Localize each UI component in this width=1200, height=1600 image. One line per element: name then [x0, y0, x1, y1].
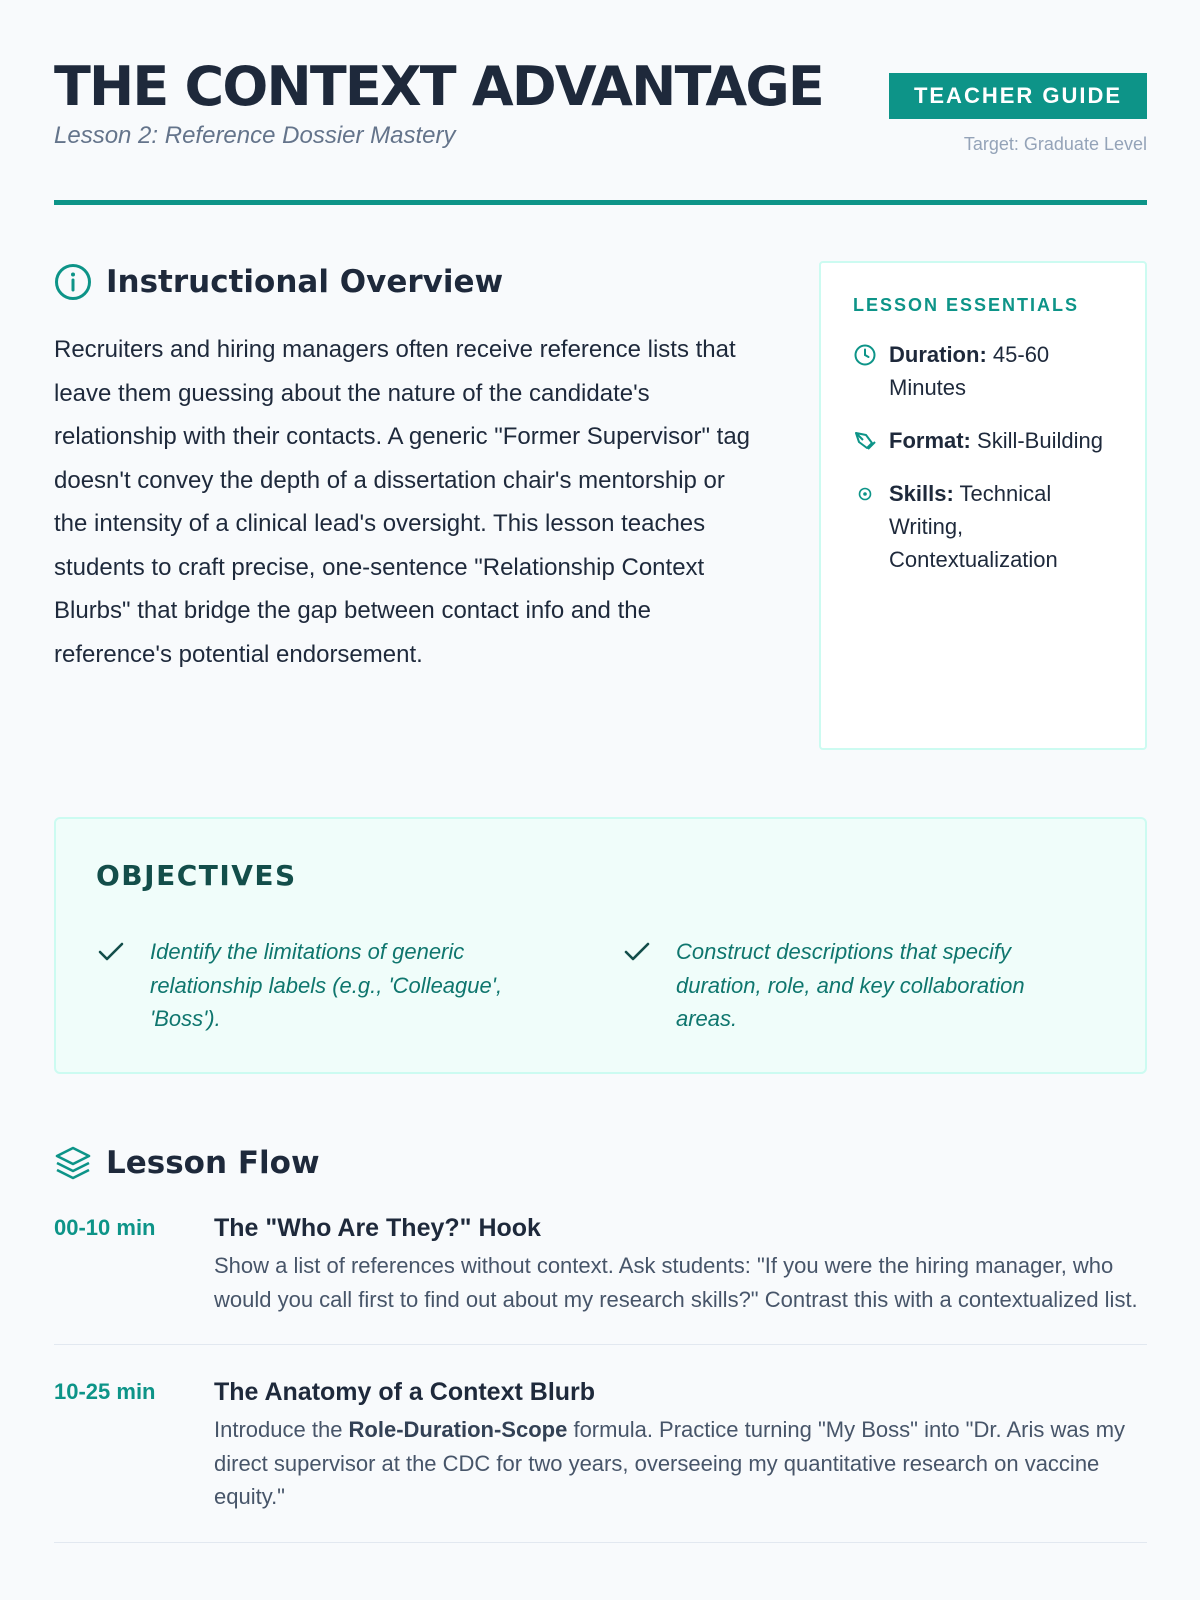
flow-time: 00-10 min — [54, 1215, 156, 1240]
flow-title: The Anatomy of a Context Blurb — [214, 1378, 596, 1406]
page — [54, 0, 1147, 1600]
page-subtitle: Lesson 2: Reference Dossier Mastery — [54, 122, 456, 149]
lesson-flow-section — [54, 1141, 1147, 1573]
teacher-guide-badge: TEACHER GUIDE — [889, 73, 1147, 119]
target-level: Target: Graduate Level — [963, 134, 1147, 154]
lesson-flow-list — [54, 1211, 1147, 1543]
layers-icon — [54, 1144, 92, 1182]
flow-title: The "Who Are They?" Hook — [214, 1214, 541, 1242]
flow-description: Introduce the Role-Duration-Scope formula. Practice turning "My Boss" into "Dr. Aris was my direct supervisor at the CDC for two years, overseeing my quantitative research on vaccine equity." — [214, 1417, 1126, 1509]
flow-row — [54, 1211, 1147, 1345]
page-title: THE CONTEXT ADVANTAGE — [54, 55, 824, 118]
essential-skills — [853, 477, 1113, 576]
essential-duration — [853, 338, 1113, 404]
formula-name: Role-Duration-Scope — [348, 1417, 568, 1442]
instructional-overview-section — [54, 260, 759, 676]
checkmark-icon — [96, 935, 126, 969]
flow-row — [54, 1375, 1147, 1543]
objectives-title: OBJECTIVES — [96, 859, 297, 892]
essential-duration-text: Duration: 45-60 Minutes — [889, 342, 1050, 400]
clock-icon — [853, 338, 877, 371]
skills-icon — [853, 477, 877, 510]
lesson-flow-title: Lesson Flow — [106, 1145, 320, 1181]
overview-body: Recruiters and hiring managers often receive reference lists that leave them guessing about the nature of the candidate's relationship with their contacts. A generic "Former Supervisor" tag doesn't convey the depth of a dissertation chair's mentorship or the intensity of a clinical lead's oversight. This lesson teaches students to craft precise, one-sentence "Relationship Context Blurbs" that bridge the gap between contact info and the reference's potential endorsement. — [54, 336, 751, 668]
objectives-panel — [54, 817, 1147, 1074]
overview-heading — [54, 260, 759, 304]
essential-format — [853, 424, 1113, 457]
objective-item — [622, 935, 1062, 1036]
objective-text: Construct descriptions that specify duration, role, and key collaboration areas. — [676, 939, 1025, 1031]
essential-format-text: Format: Skill-Building — [889, 428, 1103, 453]
lesson-essentials-card — [819, 261, 1147, 750]
essential-skills-text: Skills: Technical Writing, Contextualization — [889, 481, 1058, 572]
lesson-flow-heading — [54, 1141, 1147, 1185]
pen-icon — [853, 424, 877, 457]
flow-content — [214, 1211, 1147, 1316]
objective-item — [96, 935, 536, 1036]
header-divider — [54, 200, 1147, 205]
essentials-title: LESSON ESSENTIALS — [853, 295, 1080, 315]
overview-title: Instructional Overview — [106, 264, 504, 300]
checkmark-icon — [622, 935, 652, 969]
flow-content — [214, 1375, 1147, 1514]
info-circle-icon — [54, 263, 92, 301]
header — [54, 52, 1147, 212]
essentials-list — [853, 338, 1113, 576]
flow-time: 10-25 min — [54, 1379, 156, 1404]
objective-text: Identify the limitations of generic relationship labels (e.g., 'Colleague', 'Boss'). — [150, 939, 503, 1031]
flow-description: Show a list of references without context. Ask students: "If you were the hiring manager, who would you call first to find out about my research skills?" Contrast this with a contextualized list. — [214, 1253, 1138, 1312]
